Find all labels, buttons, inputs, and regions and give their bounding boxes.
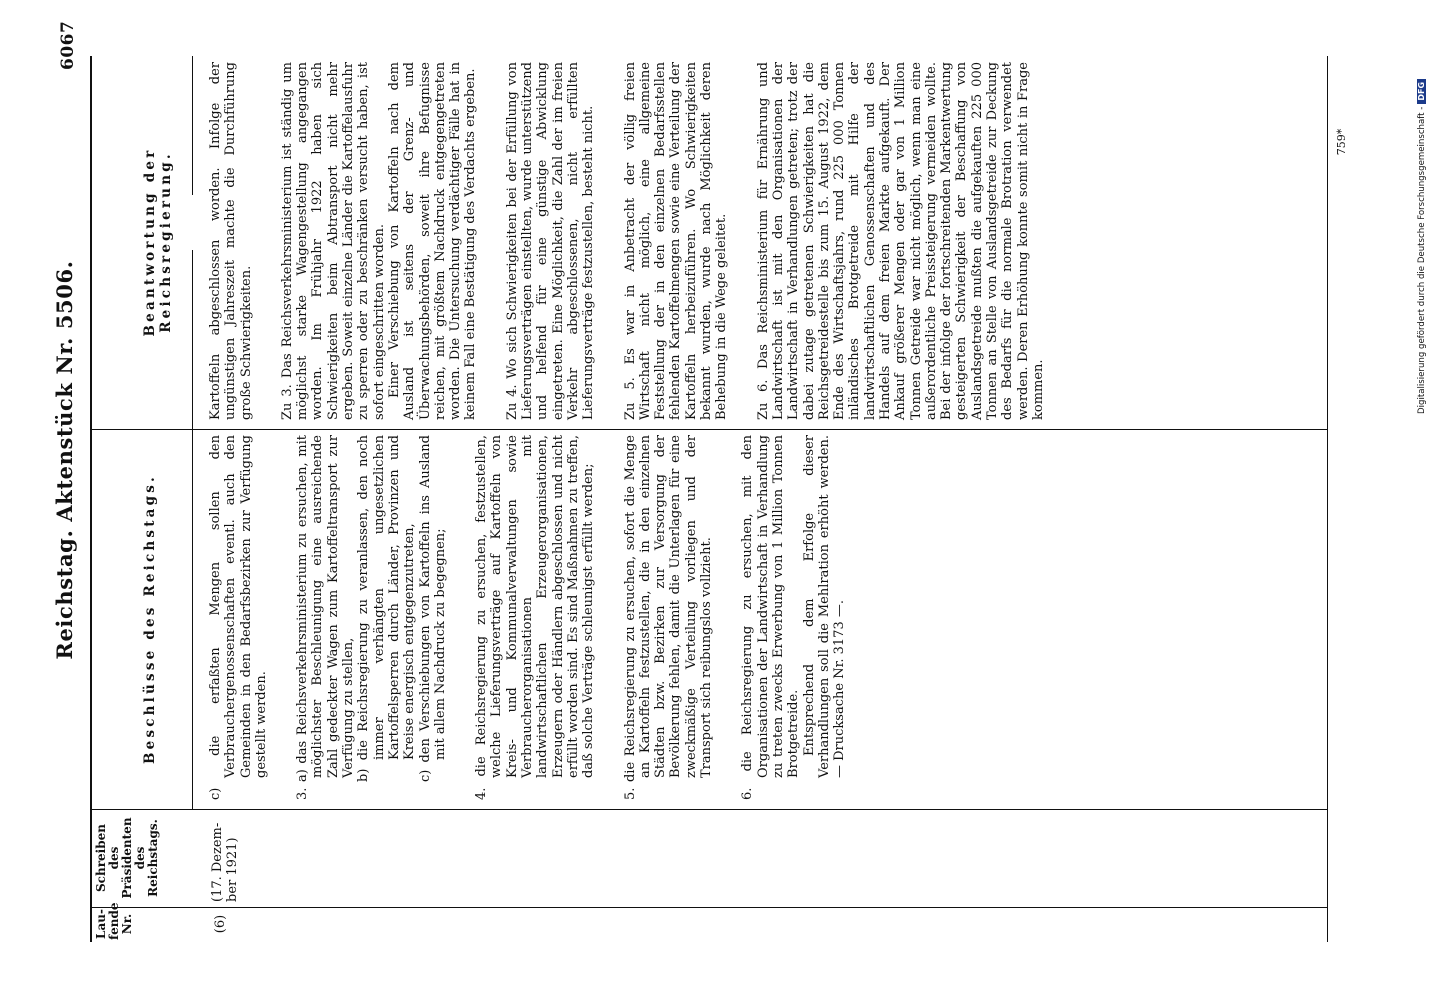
item-text: das Reichsverkehrsministerium zu ersuchen, mit möglichster Beschleunigung eine ausreichende Zahl gedeckter Wagen zum Kartoffeltransport zur Verfügung zu stellen, xyxy=(295,435,357,778)
antwort-item xyxy=(280,62,479,420)
beschluss-item xyxy=(474,435,596,800)
digitization-footer xyxy=(1417,79,1427,414)
item-lead: Zu 4. xyxy=(504,384,520,420)
item-text: die Reichsregierung zu ersuchen, mit den Organisationen der Landwirtschaft in Verhandlung zu treten zwecks Erwerbung von 1 Million Tonnen Brotgetreide. xyxy=(740,435,802,778)
beschluss-item xyxy=(740,435,847,800)
col-rule-3 xyxy=(90,429,1327,430)
beschluss-item xyxy=(208,435,269,800)
dfg-logo: DFG xyxy=(1417,79,1426,104)
item-continuation: Einer Verschiebung von Kartoffeln nach dem Ausland ist seitens der Grenz- und Überwachungsbehörden, soweit ihre Befugnisse reichen, mit größtem Nachdruck entgegengetreten worden. Die Untersuchung verdächtiger Fälle hat in keinem Fall eine Bestätigung des Verdachts ergeben. xyxy=(386,62,479,420)
col-header-lfd: Lau- fende Nr. xyxy=(94,902,134,940)
item-marker: c) xyxy=(417,769,433,782)
item-lead: Zu 6. xyxy=(755,379,771,420)
item-marker: 4. xyxy=(474,787,490,800)
col-rule-1 xyxy=(90,907,1327,908)
item-lead: Zu 3. xyxy=(279,384,295,420)
item-marker: c) xyxy=(208,787,223,800)
item-continuation: Entsprechend dem Erfolge dieser Verhandlungen soll die Mehlration erhöht werden. — Drucksache Nr. 3173 —. xyxy=(801,435,848,778)
beschluss-item xyxy=(418,435,449,800)
item-lead: Zu 5. xyxy=(622,377,638,420)
header-row-rule-left xyxy=(192,250,193,810)
laufende-nr: (6) xyxy=(213,914,228,934)
item-text: Das Reichsverkehrsministerium ist ständig um möglichst starke Wagengestellung angegangen worden. Im Frühjahr 1922 haben sich Schwierigkeiten beim Abtransport nicht mehr ergeben. Soweit einzelne Länder die Kartoffelausfuhr zu sperren oder zu beschränken versucht haben, ist sofort eingeschritten worden. xyxy=(279,61,387,420)
col-header-beantwortung: Beantwortung der Reichsregierung. xyxy=(142,147,174,337)
item-text: Wo sich Schwierigkeiten bei der Erfüllung von Lieferungsverträgen einstellten, wurde unterstützend und helfend für eine günstige Abwicklung eingetreten. Eine Möglichkeit, die Zahl der im freien Verkehr abgeschlossenen, nicht erfüllten Lieferungsverträge festzustellen, besteht nicht. xyxy=(504,62,597,420)
beschluss-item xyxy=(295,435,356,800)
antwort-item xyxy=(505,62,597,420)
antwort-item xyxy=(208,62,254,420)
antwort-item xyxy=(623,62,730,420)
item-marker: b) xyxy=(356,768,372,782)
col-rule-2 xyxy=(90,809,1327,810)
item-text: den Verschiebungen von Kartoffeln ins Ausland mit allem Nachdruck zu begegnen; xyxy=(417,435,448,763)
header-row-rule-right xyxy=(192,56,193,195)
table-bottom-rule xyxy=(1327,56,1328,942)
item-text: die Reichsregierung zu veranlassen, den noch immer verhängten ungesetzlichen Kartoffelsperren durch Länder, Provinzen und Kreise energisch entgegenzutreten, xyxy=(356,435,418,761)
schreiben-date: (17. Dezem- ber 1921) xyxy=(210,822,241,902)
page-title: Reichstag. Aktenstück Nr. 5506. xyxy=(52,260,77,660)
item-text: die erfaßten Mengen sollen den Verbrauchergenossenschaften eventl. auch den Gemeinden in den Bedarfsbezirken zur Verfügung gestellt werden. xyxy=(208,435,269,778)
item-text: die Reichsregierung zu ersuchen, festzustellen, welche Lieferungsverträge auf Kartoffeln von Kreis- und Kommunalverwaltungen sowie Verbraucherorganisationen mit landwirtschaftlichen Erzeugerorganisationen, Erzeugern oder Händlern abgeschlossen und nicht erfüllt worden sind. Es sind Maßnahmen zu treffen, daß solche Verträge schleunigst erfüllt werden; xyxy=(474,435,597,778)
item-marker: 6. xyxy=(740,787,756,800)
beschluesse-text xyxy=(208,435,847,800)
page-bottom-number: 759* xyxy=(1335,128,1348,156)
item-marker: 5. xyxy=(622,787,638,800)
col-header-schreiben: Schreiben des Präsidenten des Reichstags. xyxy=(94,817,160,899)
item-text: Das Reichsministerium für Ernährung und Landwirtschaft ist mit den Organisationen der Landwirtschaft in Verhandlungen getreten; trotz der dabei zutage getretenen Schwierigkeiten hat die Reichsgetreidestelle bis zum 15. August 1922, dem Ende des Wirtschaftsjahrs, rund 225 000 Tonnen inländisches Brotgetreide mit Hilfe der landwirtschaftlichen Genossenschaften und des Handels auf dem freien Markte aufgekauft. Der Ankauf größerer Mengen oder gar von 1 Million Tonnen Getreide war nicht möglich, wenn man eine außerordentliche Preissteigerung vermeiden wollte. Bei der infolge der fortschreitenden Markentwertung gesteigerten Schwierigkeit der Beschaffung von Auslandsgetreide mußten die aufgekauften 225 000 Tonnen an Stelle von Auslandsgetreide zur Deckung des Bedarfs für die normale Brotration verwendet werden. Deren Erhöhung konnte somit nicht in Frage kommen. xyxy=(755,62,1046,420)
item-text: Kartoffeln abgeschlossen worden. Infolge der ungünstigen Jahreszeit machte die Durchführung große Schwierigkeiten. xyxy=(208,62,254,420)
item-marker: 3. a) xyxy=(295,769,311,800)
page-number: 6067 xyxy=(58,20,78,70)
antwort-item xyxy=(756,62,1047,420)
col-header-beschluesse: Beschlüsse des Reichstags. xyxy=(142,474,158,764)
beantwortung-text xyxy=(208,62,1046,420)
beschluss-item xyxy=(623,435,715,800)
item-text: die Reichsregierung zu ersuchen, sofort die Menge an Kartoffeln festzustellen, die in den einzelnen Städten bzw. Bezirken zur Versorgung der Bevölkerung fehlen, damit die Unterlagen für eine zweckmäßige Verteilung vorliegen und der Transport sich reibungslos vollzieht. xyxy=(622,435,715,783)
beschluss-item xyxy=(356,435,417,800)
item-text: Es war in Anbetracht der völlig freien Wirtschaft nicht möglich, eine allgemeine Feststellung der in den einzelnen Bedarfsstellen fehlenden Kartoffelmengen sowie eine Verteilung der Kartoffeln herbeizuführen. Wo Schwierigkeiten bekannt wurden, wurde nach Möglichkeit deren Behebung in die Wege geleitet. xyxy=(622,62,730,420)
digitization-note: Digitalisierung gefördert durch die Deutsche Forschungsgemeinschaft - xyxy=(1417,106,1427,414)
